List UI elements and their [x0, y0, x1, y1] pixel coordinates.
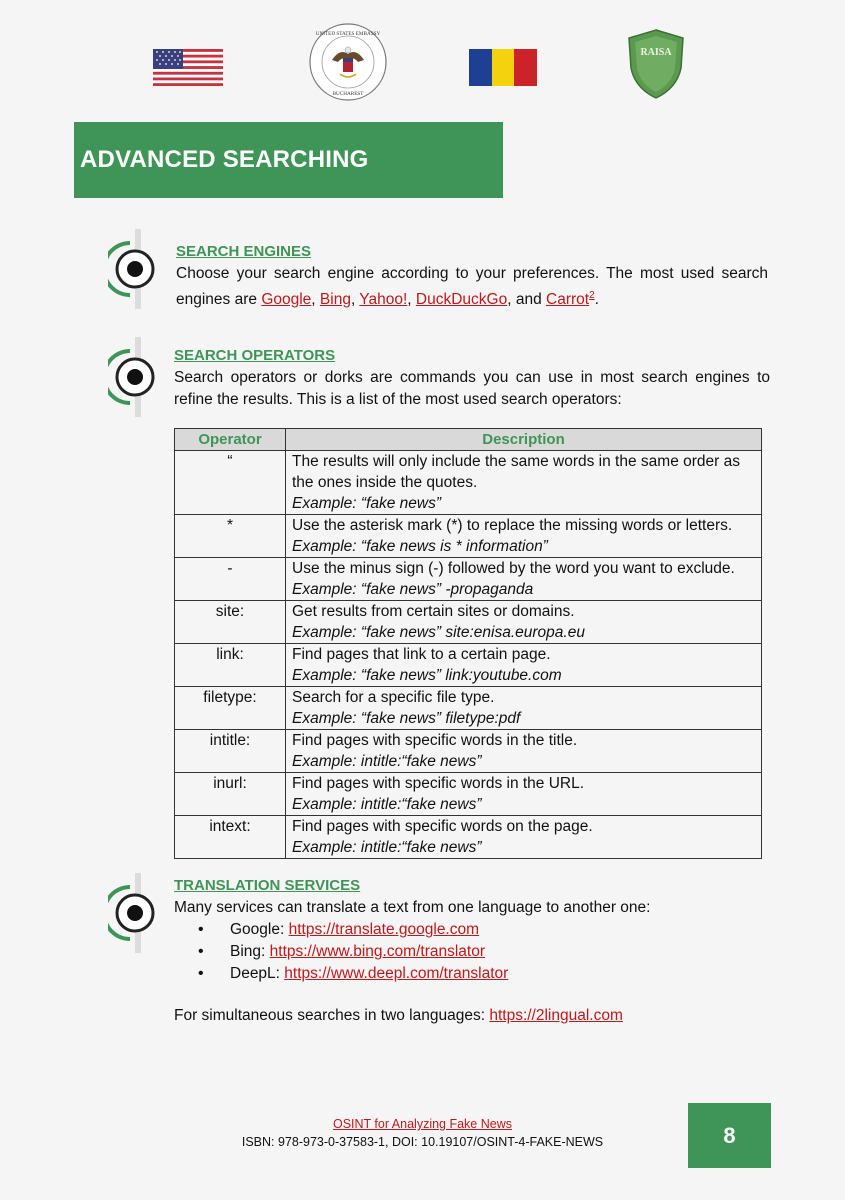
section-bullet-icon [108, 337, 158, 417]
search-engines-section [176, 241, 768, 311]
description-text: Find pages that link to a certain page. [292, 646, 551, 663]
example-text: Example: intitle:“fake news” [292, 796, 482, 813]
table-row [175, 730, 762, 773]
header-logos [0, 22, 845, 112]
search-engines-heading: SEARCH ENGINES [176, 243, 312, 260]
page-number: 8 [688, 1103, 771, 1168]
description-text: Use the minus sign (-) followed by the word you want to exclude. [292, 560, 735, 577]
link-duckduckgo[interactable]: DuckDuckGo [415, 291, 508, 309]
search-engines-text: Choose your search engine according to your preferences. The most used search engines are Google, Bing, Yahoo!, DuckDuckGo, and Carrot$^2$. [176, 265, 768, 309]
description-text: Find pages with specific words in the title. [292, 732, 578, 749]
translation-list [174, 919, 770, 985]
description-cell [286, 558, 762, 601]
embassy-top-text: UNITED STATES EMBASSY [315, 31, 381, 37]
example-text: Example: intitle:“fake news” [292, 839, 482, 856]
footer-isbn: ISBN: 978-973-0-37583-1, DOI: 10.19107/OSINT-4-FAKE-NEWS [241, 1135, 604, 1149]
column-header-operator: Operator [175, 429, 286, 451]
description-cell [286, 687, 762, 730]
description-cell [286, 773, 762, 816]
operator-cell: link: [175, 644, 286, 687]
table-row [175, 558, 762, 601]
example-text: Example: “fake news” [292, 495, 442, 512]
section-bullet-icon [108, 873, 158, 953]
description-text: Get results from certain sites or domains. [292, 603, 575, 620]
operators-table [174, 428, 762, 859]
description-cell [286, 816, 762, 859]
operator-cell: site: [175, 601, 286, 644]
example-text: Example: intitle:“fake news” [292, 753, 482, 770]
description-cell [286, 601, 762, 644]
link-google[interactable]: Google [261, 291, 312, 309]
operator-cell: intitle: [175, 730, 286, 773]
translation-intro: Many services can translate a text from one language to another one: [174, 899, 651, 916]
description-text: Use the asterisk mark (*) to replace the missing words or letters. [292, 517, 733, 534]
translation-heading: TRANSLATION SERVICES [174, 877, 361, 894]
operator-cell: intext: [175, 816, 286, 859]
operator-cell: “ [175, 451, 286, 515]
example-text: Example: “fake news” -propaganda [292, 581, 534, 598]
link-deepl-translator[interactable]: https://www.deepl.com/translator [284, 965, 509, 982]
embassy-bottom-text: BUCHAREST [332, 91, 364, 97]
page-title: ADVANCED SEARCHING [80, 146, 369, 173]
romania-flag-icon [469, 49, 537, 86]
list-item: • DeepL: https://www.deepl.com/translator [198, 963, 770, 985]
search-operators-heading: SEARCH OPERATORS [174, 347, 336, 364]
table-row [175, 816, 762, 859]
example-text: Example: “fake news is * information” [292, 538, 548, 555]
us-flag-icon [153, 49, 223, 86]
link-bing[interactable]: Bing [319, 291, 351, 309]
raisa-logo-text: RAISA [640, 47, 672, 58]
translation-section [174, 875, 770, 1027]
operator-cell: - [175, 558, 286, 601]
section-bullet-icon [108, 229, 158, 309]
table-row [175, 644, 762, 687]
search-operators-section [174, 345, 770, 411]
title-bar [74, 122, 503, 198]
table-header-row [175, 429, 762, 451]
example-text: Example: “fake news” link:youtube.com [292, 667, 562, 684]
column-header-description: Description [286, 429, 762, 451]
link-yahoo[interactable]: Yahoo! [359, 291, 408, 309]
link-bing-translator[interactable]: https://www.bing.com/translator [269, 943, 486, 960]
embassy-seal-icon [308, 22, 388, 102]
description-cell [286, 644, 762, 687]
operator-cell: filetype: [175, 687, 286, 730]
description-cell [286, 515, 762, 558]
description-cell [286, 451, 762, 515]
link-carrot[interactable]: Carrot [546, 291, 590, 309]
list-item: • Bing: https://www.bing.com/translator [198, 941, 770, 963]
table-row [175, 601, 762, 644]
link-google-translate[interactable]: https://translate.google.com [288, 921, 480, 938]
table-row [175, 451, 762, 515]
table-row [175, 687, 762, 730]
operator-cell: * [175, 515, 286, 558]
example-text: Example: “fake news” site:enisa.europa.eu [292, 624, 585, 641]
description-cell [286, 730, 762, 773]
table-row [175, 515, 762, 558]
link-2lingual[interactable]: https://2lingual.com [489, 1007, 623, 1024]
footnote-marker[interactable]: 2 [589, 290, 595, 301]
description-text: Find pages with specific words in the URL. [292, 775, 585, 792]
example-text: Example: “fake news” filetype:pdf [292, 710, 521, 727]
list-item: • Google: https://translate.google.com [198, 919, 770, 941]
footer-title-link[interactable]: OSINT for Analyzing Fake News [332, 1117, 512, 1131]
table-row [175, 773, 762, 816]
raisa-logo-icon [625, 28, 687, 100]
search-operators-intro: Search operators or dorks are commands you can use in most search engines to refine the results. This is a list of the most used search operators: [174, 369, 770, 408]
description-text: The results will only include the same words in the same order as the ones inside the quotes. [292, 453, 740, 491]
description-text: Search for a specific file type. [292, 689, 495, 706]
simultaneous-search-line: For simultaneous searches in two languages: https://2lingual.com [174, 1007, 623, 1024]
operator-cell: inurl: [175, 773, 286, 816]
description-text: Find pages with specific words on the page. [292, 818, 593, 835]
